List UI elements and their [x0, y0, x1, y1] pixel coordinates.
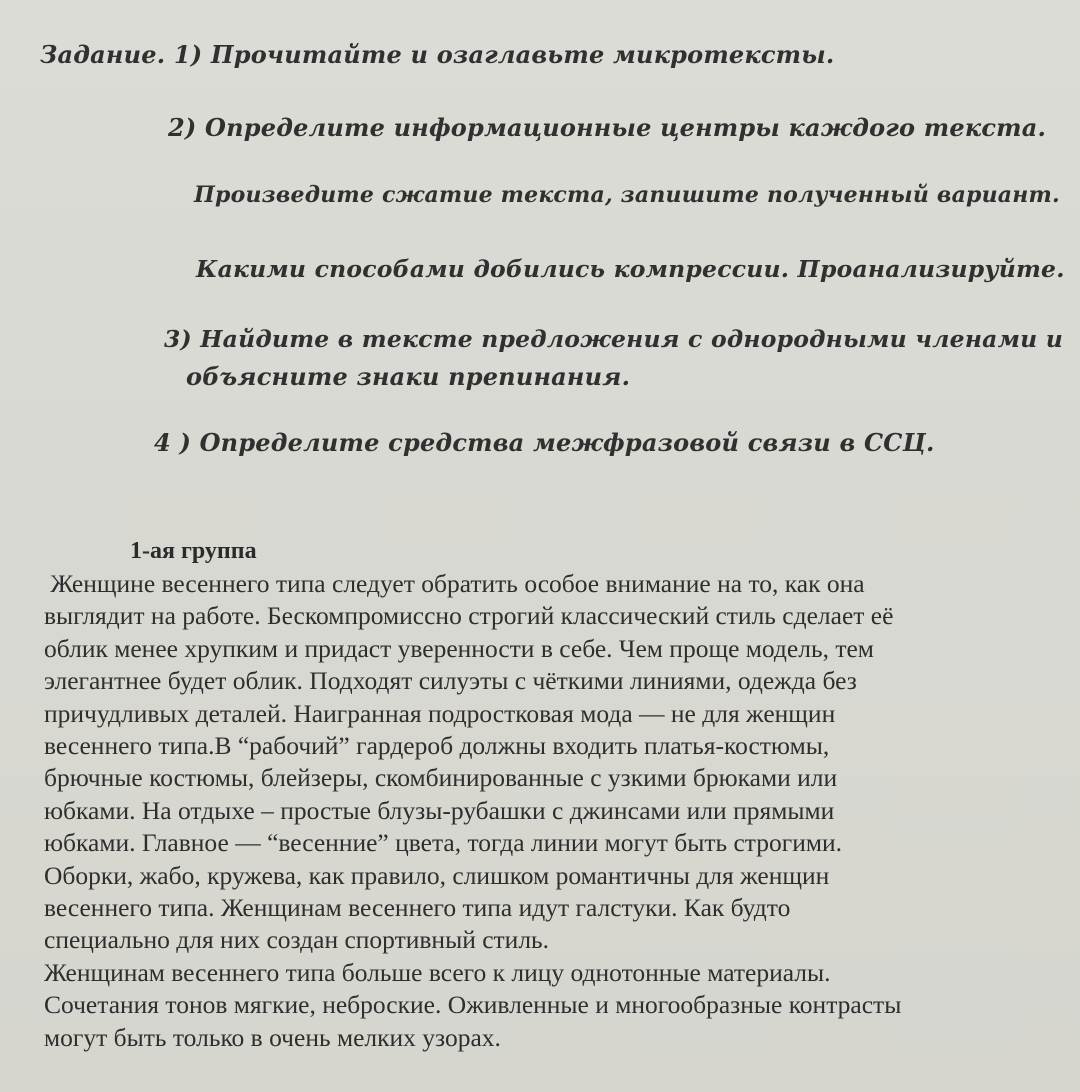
text-line: юбками. Главное — “весенние” цвета, тогда линии могут быть строгими.	[44, 828, 843, 858]
text-line: специально для них создан спортивный стиль.	[44, 925, 550, 955]
text-line: причудливых деталей. Наигранная подростковая мода — не для женщин	[44, 698, 836, 728]
group-text	[44, 568, 1064, 1054]
text-line: элегантнее будет облик. Подходят силуэты с чёткими линиями, одежда без	[44, 666, 857, 696]
text-line: Женщинам весеннего типа больше всего к лицу однотонные материалы.	[44, 957, 831, 987]
text-line: облик менее хрупким и придаст уверенности в себе. Чем проще модель, тем	[44, 633, 874, 663]
text-line: Сочетания тонов мягкие, неброские. Оживленные и многообразные контрасты	[44, 990, 902, 1020]
text-line: могут быть только в очень мелких узорах.	[44, 1022, 501, 1052]
task-line-1: Задание. 1) Прочитайте и озаглавьте микротексты.	[40, 40, 835, 69]
task-line-6: объясните знаки препинания.	[186, 362, 631, 391]
text-line: Женщине весеннего типа следует обратить особое внимание на то, как она	[44, 569, 865, 598]
group-title: 1-ая группа	[130, 538, 257, 564]
task-line-3: Произведите сжатие текста, запишите полученный вариант.	[194, 182, 1060, 208]
task-line-4: Какими способами добились компрессии. Проанализируйте.	[196, 255, 1065, 283]
text-line: выглядит на работе. Бескомпромиссно строгий классический стиль сделает её	[44, 601, 894, 631]
task-line-7: 4 ) Определите средства межфразовой связи в ССЦ.	[154, 428, 935, 457]
text-line: Оборки, жабо, кружева, как правило, слишком романтичны для женщин	[44, 860, 830, 890]
text-line: весеннего типа.В “рабочий” гардероб должны входить платья-костюмы,	[44, 731, 830, 761]
text-line: весеннего типа. Женщинам весеннего типа идут галстуки. Как будто	[44, 893, 791, 923]
task-line-2: 2) Определите информационные центры каждого текста.	[168, 113, 1047, 142]
task-line-5: 3) Найдите в тексте предложения с однородными членами и	[164, 325, 1064, 353]
text-line: юбками. На отдыхе – простые блузы-рубашки с джинсами или прямыми	[44, 795, 835, 825]
text-line: брючные костюмы, блейзеры, скомбинированные с узкими брюками или	[44, 763, 838, 793]
